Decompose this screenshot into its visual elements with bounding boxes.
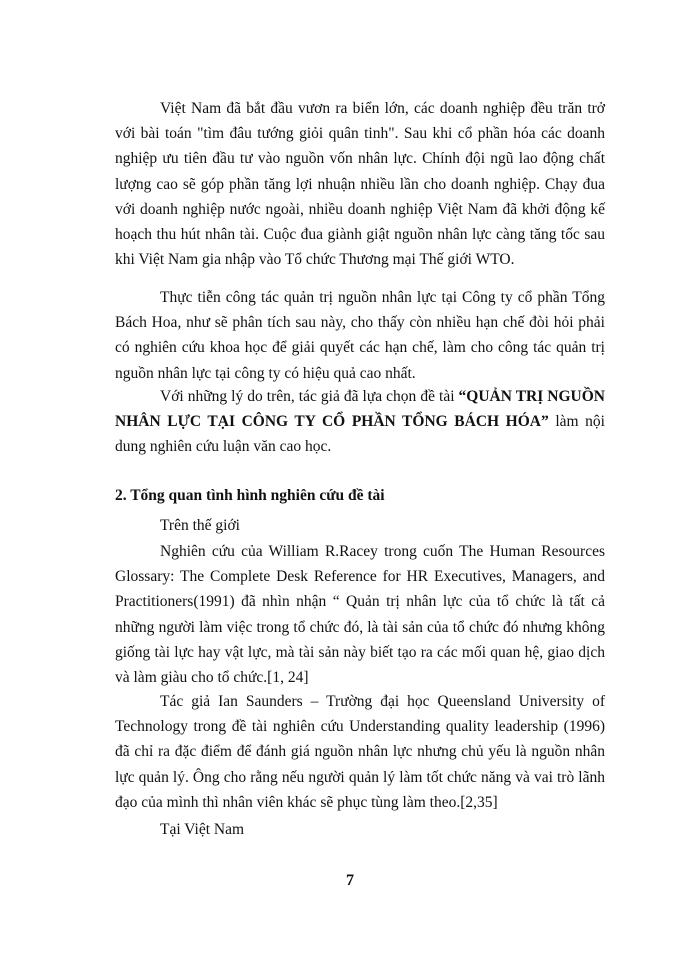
paragraph-company-practice: Thực tiễn công tác quản trị nguồn nhân lực tại Công ty cổ phần Tổng Bách Hoa, như sẽ phân tích sau này, cho thấy còn nhiều hạn chế đòi hỏi phải có nghiên cứu khoa học để giải quyết các hạn chế, làm cho công tác quản trị nguồn nhân lực tại công ty có hiệu quả cao nhất. [115, 289, 605, 382]
paragraph-saunders-study: Tác giả Ian Saunders – Trường đại học Queensland University of Technology trong đề tài nghiên cứu Understanding quality leadership (1996) đã chỉ ra đặc điểm để đánh giá nguồn nhân lực nhưng chủ yếu là nguồn nhân lực quản lý. Ông cho rằng nếu người quản lý làm tốt chức năng và vai trò lãnh đạo của mình thì nhân viên khác sẽ phục tùng làm theo.[2,35] [115, 693, 605, 811]
page-number: 7 [346, 872, 354, 889]
section-heading: 2. Tổng quan tình hình nghiên cứu đề tài [115, 487, 385, 504]
paragraph-racey-study: Nghiên cứu của William R.Racey trong cuốn The Human Resources Glossary: The Complete Desk Reference for HR Executives, Managers, and Practitioners(1991) đã nhìn nhận “ Quản trị nhân lực của tổ chức là tất cả những người làm việc trong tổ chức đó, là tài sản của tổ chức đó nhưng không giống tài lực hay vật lực, mà tài sản này biết tạo ra các mối quan hệ, giao dịch và làm giàu cho tổ chức.[1, 24] [115, 543, 605, 687]
paragraph-wto-context: Việt Nam đã bắt đầu vươn ra biển lớn, các doanh nghiệp đều trăn trở với bài toán "tìm đâu tướng giỏi quân tinh". Sau khi cổ phần hóa các doanh nghiệp ưu tiên đầu tư vào nguồn vốn nhân lực. Chính đội ngũ lao động chất lượng cao sẽ góp phần tăng lợi nhuận nhiều lần cho doanh nghiệp. Chạy đua với doanh nghiệp nước ngoài, nhiều doanh nghiệp Việt Nam đã khởi động kế hoạch thu hút nhân tài. Cuộc đua giành giật nguồn nhân lực càng tăng tốc sau khi Việt Nam gia nhập vào Tổ chức Thương mại Thế giới WTO. [115, 100, 605, 269]
paragraph-thesis-topic [115, 384, 605, 460]
subheading-vietnam: Tại Việt Nam [160, 821, 245, 838]
subheading-world: Trên thế giới [160, 517, 240, 534]
thesis-title: “QUẢN TRỊ NGUỒN NHÂN LỰC TẠI CÔNG TY CỔ PHẦN TỔNG BÁCH HÓA” [115, 388, 605, 431]
thesis-topic-lead: Với những lý do trên, tác giả đã lựa chọn đề tài [160, 388, 459, 405]
thesis-topic-tail: làm nội dung nghiên cứu luận văn cao học. [115, 413, 605, 456]
